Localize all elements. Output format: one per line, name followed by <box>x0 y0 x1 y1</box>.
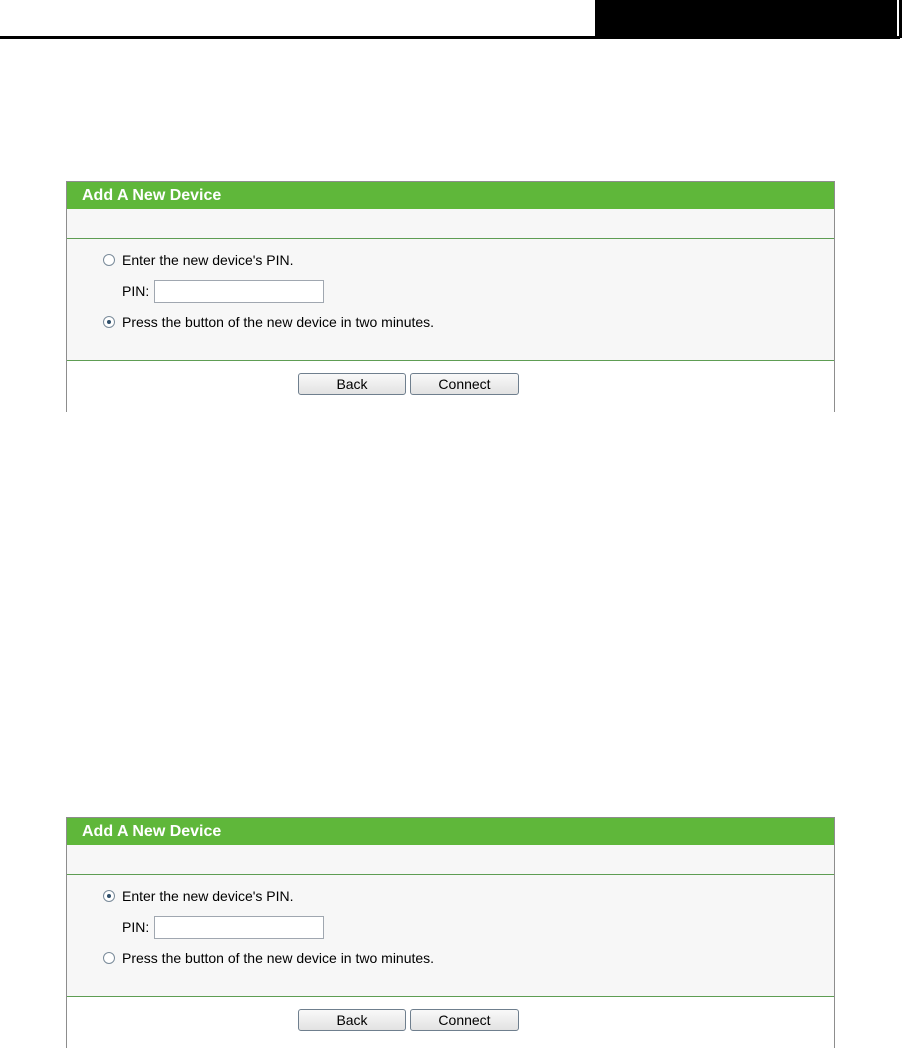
document-header-side-bar <box>899 0 902 38</box>
pbc-option-row[interactable] <box>103 948 434 968</box>
panel-spacer <box>67 209 834 239</box>
pin-input[interactable] <box>154 280 324 303</box>
pin-label: PIN: <box>122 283 150 299</box>
document-header-tab <box>595 0 897 38</box>
panel-body <box>67 239 834 361</box>
pbc-option-label: Press the button of the new device in two minutes. <box>122 314 435 330</box>
pin-option-label: Enter the new device's PIN. <box>122 252 294 268</box>
panel-spacer <box>67 845 834 875</box>
pin-option-radio[interactable] <box>103 890 115 902</box>
back-button[interactable]: Back <box>298 1009 406 1031</box>
panel-title: Add A New Device <box>67 182 834 209</box>
panel-footer <box>67 361 834 412</box>
pin-option-row[interactable] <box>103 886 294 906</box>
pin-row <box>122 279 324 303</box>
connect-button[interactable]: Connect <box>410 373 519 395</box>
pbc-option-label: Press the button of the new device in two minutes. <box>122 950 435 966</box>
pin-label: PIN: <box>122 919 150 935</box>
panel-footer <box>67 997 834 1048</box>
pin-option-label: Enter the new device's PIN. <box>122 888 294 904</box>
add-device-panel-pin-selected <box>66 817 835 1048</box>
pin-row <box>122 915 324 939</box>
pbc-option-radio[interactable] <box>103 952 115 964</box>
pin-input[interactable] <box>154 916 324 939</box>
add-device-panel-pbc-selected <box>66 181 835 412</box>
pin-option-radio[interactable] <box>103 254 115 266</box>
panel-body <box>67 875 834 997</box>
connect-button[interactable]: Connect <box>410 1009 519 1031</box>
pin-option-row[interactable] <box>103 250 294 270</box>
pbc-option-row[interactable] <box>103 312 434 332</box>
document-header-rule <box>0 36 900 39</box>
back-button[interactable]: Back <box>298 373 406 395</box>
panel-title: Add A New Device <box>67 818 834 845</box>
pbc-option-radio[interactable] <box>103 316 115 328</box>
